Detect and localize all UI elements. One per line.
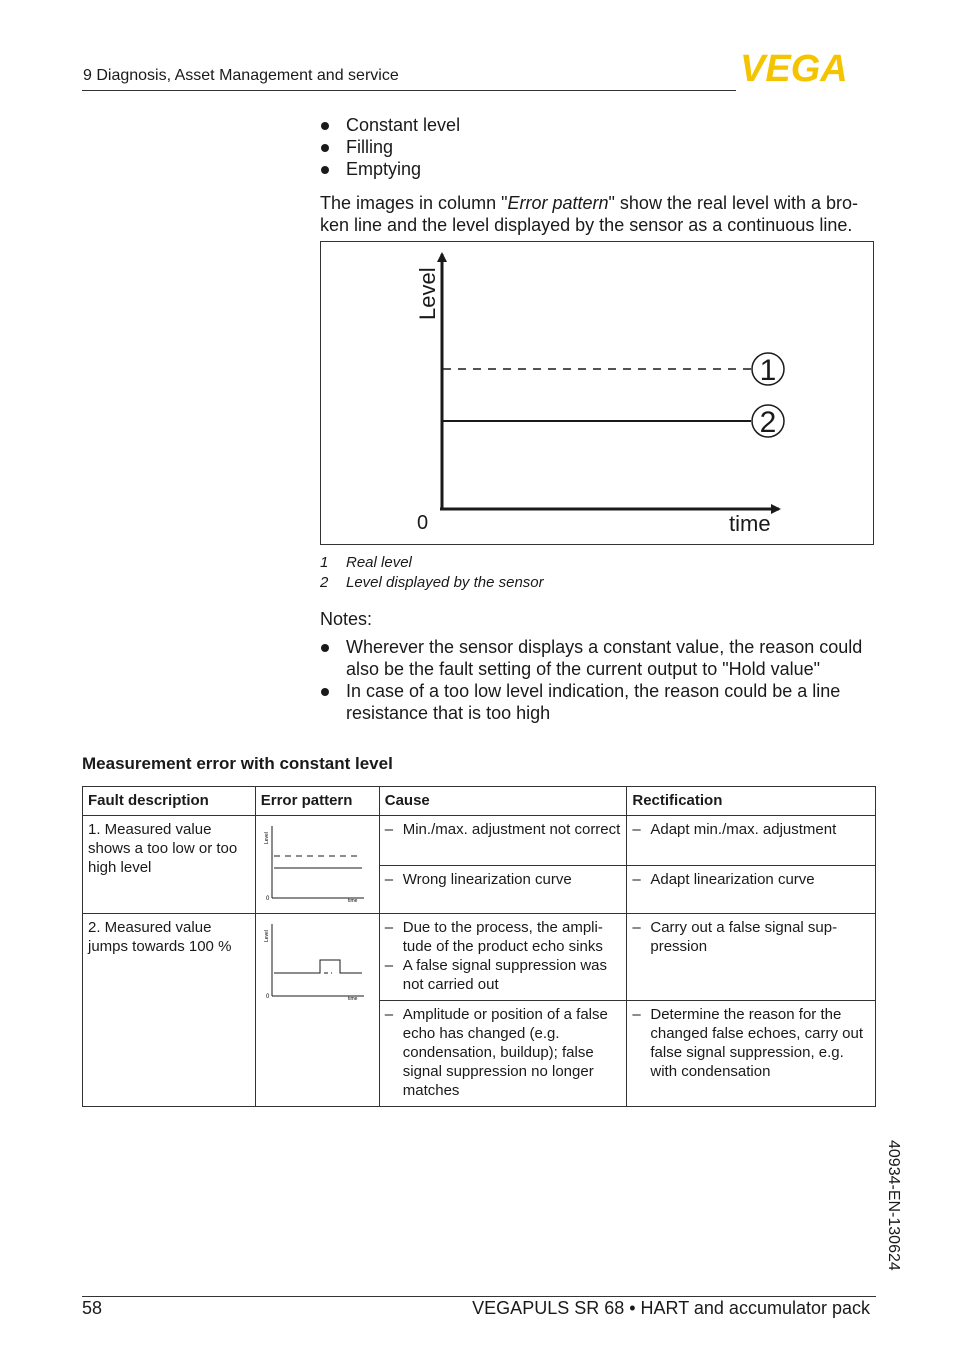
fault-cell: 2. Measured value jumps towards 100 % xyxy=(83,914,256,1107)
table-row xyxy=(83,816,876,866)
notes-list xyxy=(320,636,870,724)
cause-cell: – Amplitude or position of a false echo has changed (e.g. condensation, buildup); false signal suppression no longer matches xyxy=(379,1001,627,1107)
vega-logo xyxy=(740,50,874,91)
intro-bullet: Emptying xyxy=(320,158,860,180)
y-axis-label: Level xyxy=(415,267,440,320)
error-pattern-cell xyxy=(255,816,379,914)
footer-divider xyxy=(82,1296,876,1297)
svg-text:time: time xyxy=(347,996,358,1000)
legend-item-1: 1 Real level xyxy=(320,554,412,571)
intro-bullet: Filling xyxy=(320,136,860,158)
fault-cell: 1. Measured value shows a too low or too high level xyxy=(83,816,256,914)
svg-text:0: 0 xyxy=(265,896,270,902)
document-id: 40934-EN-130624 xyxy=(885,1140,902,1271)
cause-cell: – Due to the process, the ampli-tude of the product echo sinks – A false signal suppression was not carried out xyxy=(379,914,627,1001)
header-cause: Cause xyxy=(379,787,627,816)
x-axis-label: time xyxy=(729,511,771,536)
cause-cell: – Wrong linearization curve xyxy=(379,865,627,913)
page-number: 58 xyxy=(82,1298,103,1318)
section-heading: Measurement error with constant level xyxy=(82,754,393,773)
header-section-title: 9 Diagnosis, Asset Management and service xyxy=(83,67,399,84)
note-item: In case of a too low level indication, the reason could be a line resistance that is too high xyxy=(320,680,870,724)
level-time-figure xyxy=(320,241,874,545)
footer-product-title: VEGAPULS SR 68 • HART and accumulator pack xyxy=(472,1298,870,1318)
svg-text:0: 0 xyxy=(265,994,270,1000)
emphasis-error-pattern: Error pattern xyxy=(507,193,609,213)
origin-label: 0 xyxy=(417,512,429,534)
legend-item-2: 2 Level displayed by the sensor xyxy=(320,574,544,591)
rectification-cell: – Carry out a false signal sup-pression xyxy=(627,914,876,1001)
note-item: Wherever the sensor displays a constant value, the reason could also be the fault setting of the current output to "Hold value" xyxy=(320,636,870,680)
logo-text: VEGA xyxy=(740,50,848,86)
error-pattern-cell xyxy=(255,914,379,1107)
header-error-pattern: Error pattern xyxy=(255,787,379,816)
table-row xyxy=(83,914,876,1001)
marker-2-label: 2 xyxy=(759,406,777,439)
cause-cell: – Min./max. adjustment not correct xyxy=(379,816,627,866)
intro-bullet-list xyxy=(320,114,860,180)
fault-table xyxy=(82,786,876,1107)
mini-chart-jump xyxy=(260,920,372,1000)
notes-title: Notes: xyxy=(320,609,373,629)
header-divider xyxy=(82,90,736,91)
svg-text:time: time xyxy=(347,898,358,902)
rectification-cell: – Determine the reason for the changed false echoes, carry out false signal suppression, e.g. with condensation xyxy=(627,1001,876,1107)
header-fault-description: Fault description xyxy=(83,787,256,816)
mini-sensor-jump-line xyxy=(274,960,362,973)
table-header-row xyxy=(83,787,876,816)
marker-1-label: 1 xyxy=(759,354,777,387)
rectification-cell: – Adapt linearization curve xyxy=(627,865,876,913)
header-rectification: Rectification xyxy=(627,787,876,816)
intro-bullet: Constant level xyxy=(320,114,860,136)
explanation-paragraph: The images in column "Error pattern" show the real level with a bro-ken line and the level displayed by the sensor as a continuous line. xyxy=(320,193,859,235)
mini-chart-constant xyxy=(260,822,372,902)
rectification-cell: – Adapt min./max. adjustment xyxy=(627,816,876,866)
svg-text:Level: Level xyxy=(263,930,270,942)
svg-text:Level: Level xyxy=(263,832,270,844)
